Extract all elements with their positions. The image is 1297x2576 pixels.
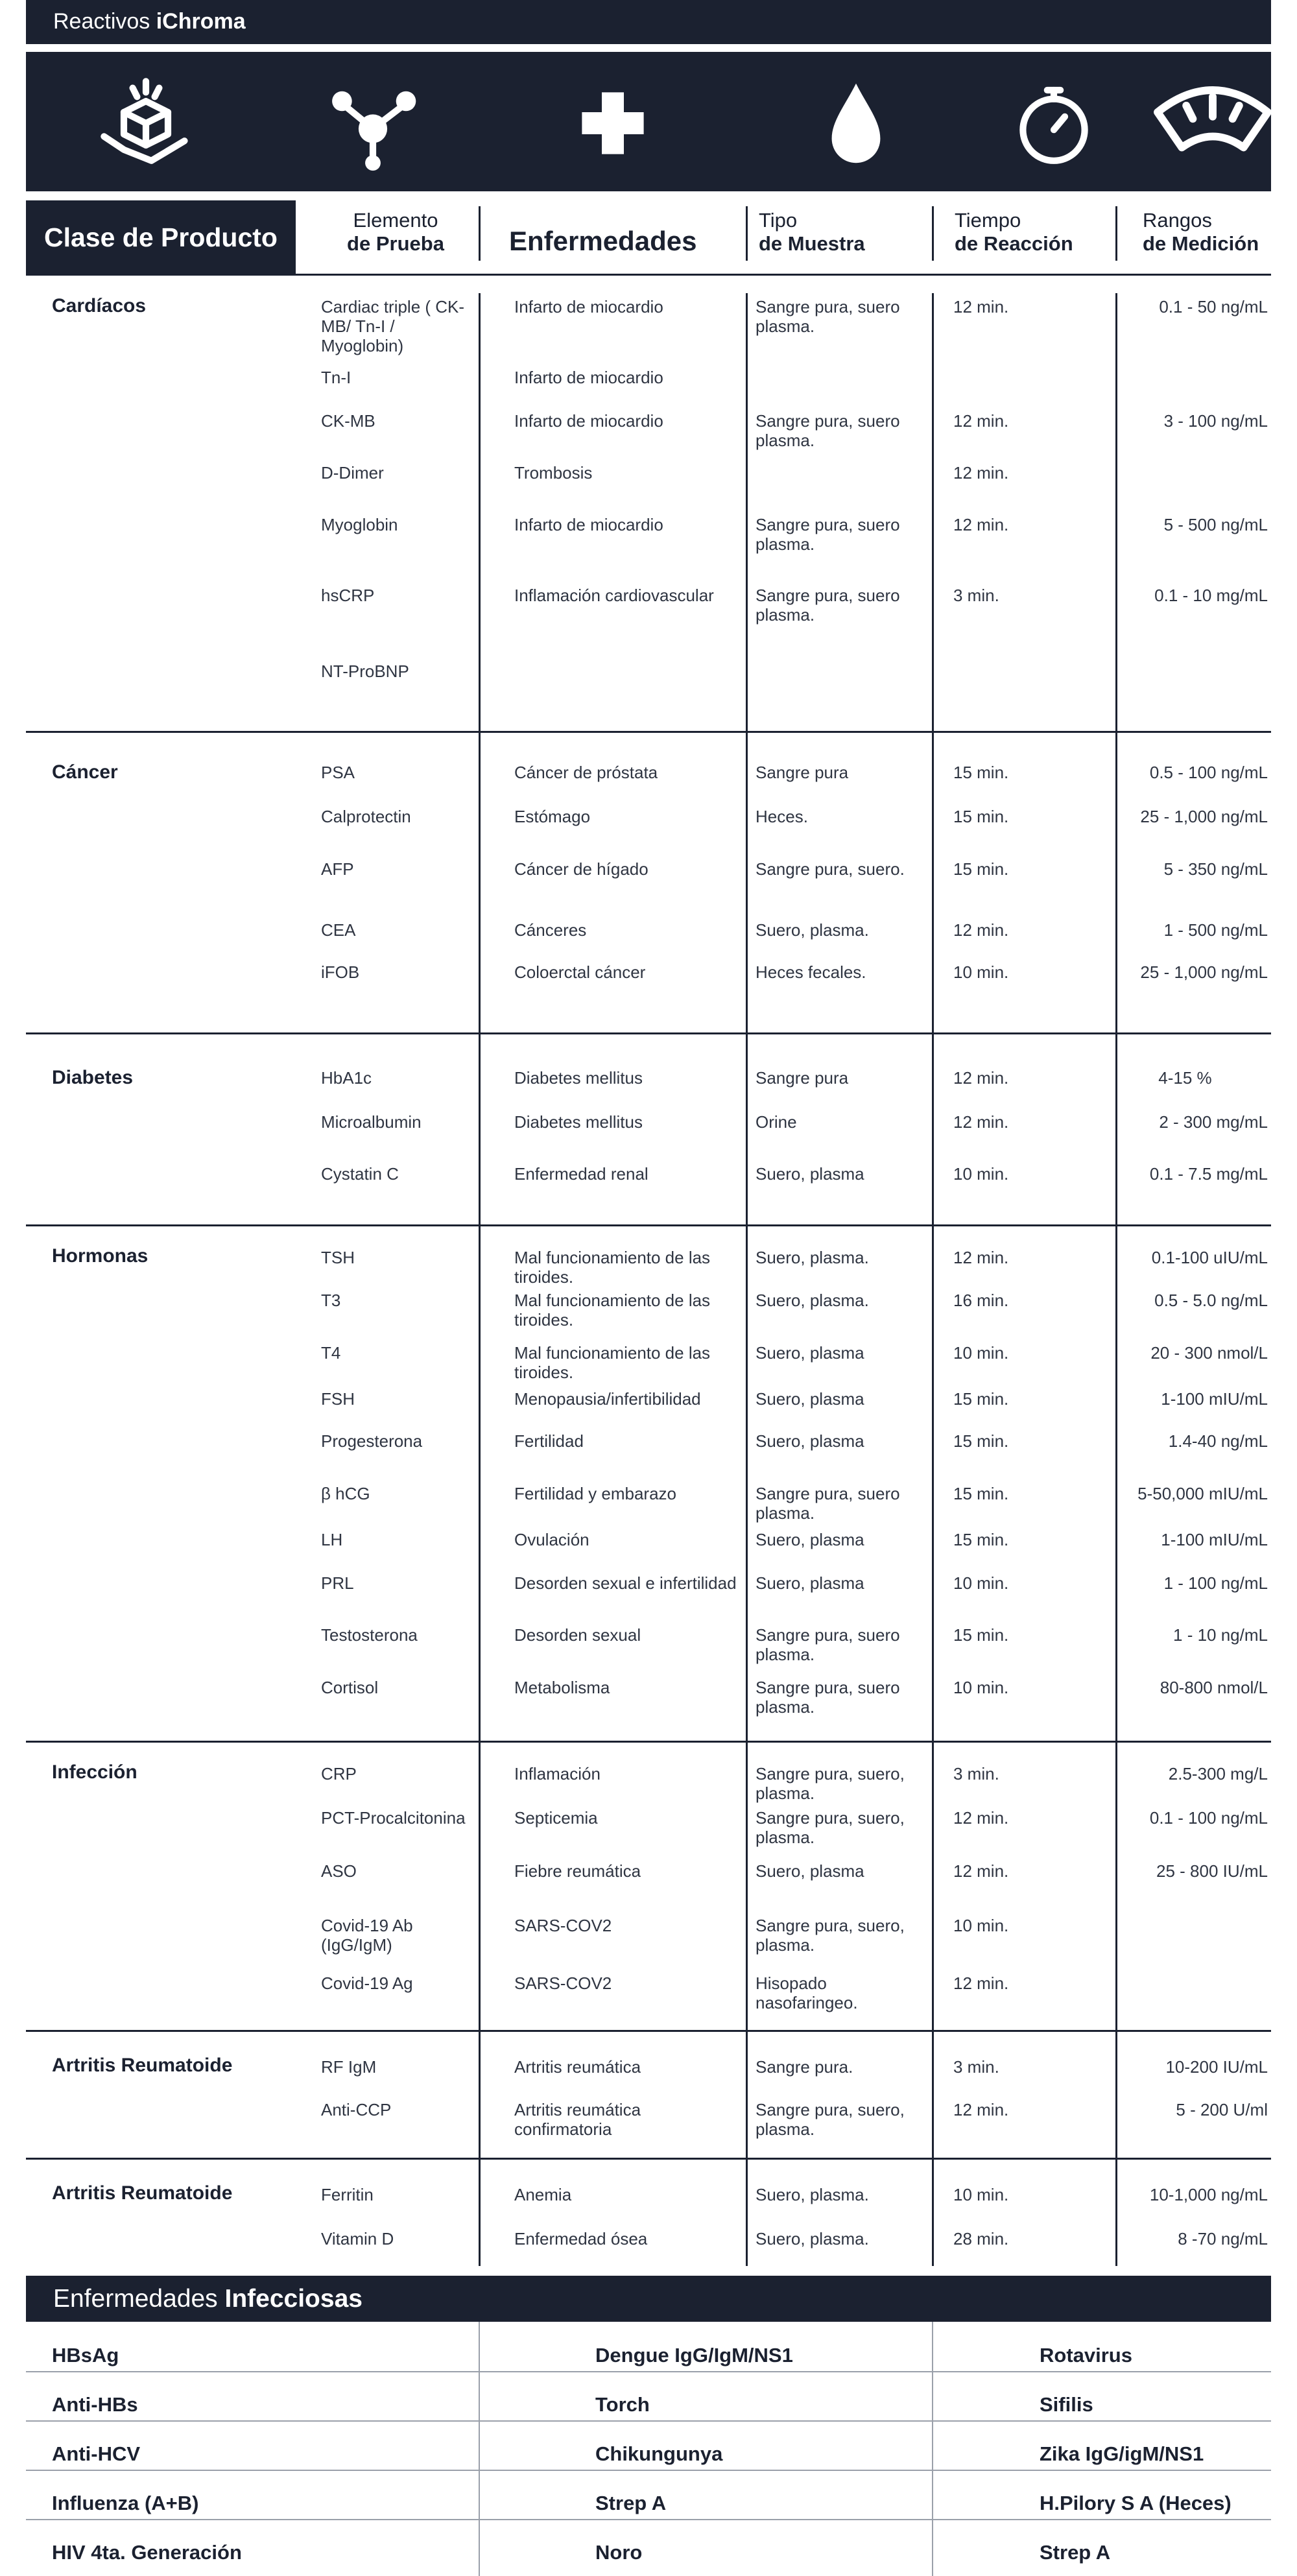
table-cell-disease: Trombosis [514, 463, 593, 483]
table-cell-range: 5 - 350 ng/mL [1163, 859, 1268, 879]
section-divider [26, 1741, 1271, 1743]
table-cell-disease: Cánceres [514, 920, 587, 940]
table-cell-disease: Desorden sexual e infertilidad [514, 1573, 737, 1593]
table-cell-test: Ferritin [321, 2185, 374, 2204]
table-cell-range: 5 - 200 U/ml [1176, 2100, 1268, 2119]
infectious-disease-item: Influenza (A+B) [52, 2492, 199, 2514]
table-cell-range: 80-800 nmol/L [1160, 1678, 1268, 1697]
table-cell-test: D-Dimer [321, 463, 384, 483]
table-cell-sample: Sangre pura, suero plasma. [756, 515, 900, 554]
infectious-row-divider [26, 2519, 1271, 2520]
category-label: Cardíacos [52, 295, 147, 316]
table-cell-time: 12 min. [953, 1808, 1009, 1828]
table-cell-test: Progesterona [321, 1431, 423, 1451]
table-cell-test: Tn-I [321, 368, 351, 387]
table-cell-test: T4 [321, 1343, 341, 1363]
table-cell-disease: Inflamación [514, 1764, 601, 1783]
table-cell-disease: Metabolisma [514, 1678, 610, 1697]
category-label: Artritis Reumatoide [52, 2055, 233, 2076]
table-cell-sample: Sangre pura, suero plasma. [756, 297, 900, 336]
table-cell-range: 4-15 % [1158, 1068, 1212, 1088]
table-cell-sample: Sangre pura, suero plasma. [756, 586, 900, 625]
product-box-hand-icon [91, 68, 201, 178]
table-cell-time: 15 min. [953, 1484, 1009, 1503]
table-cell-time: 12 min. [953, 1974, 1009, 1993]
table-cell-time: 12 min. [953, 1068, 1009, 1088]
icon-band [26, 52, 1271, 191]
table-cell-sample: Suero, plasma. [756, 2229, 869, 2248]
table-cell-range: 2 - 300 mg/mL [1159, 1112, 1268, 1132]
stopwatch-icon [999, 68, 1109, 178]
table-cell-range: 5 - 500 ng/mL [1163, 515, 1268, 534]
table-cell-test: β hCG [321, 1484, 370, 1503]
infectious-row-divider [26, 2371, 1271, 2372]
table-cell-test: Calprotectin [321, 807, 411, 826]
table-cell-time: 16 min. [953, 1291, 1009, 1310]
infectious-disease-item: Anti-HBs [52, 2393, 138, 2416]
header-diseases: Enfermedades [509, 226, 697, 256]
table-cell-disease: Diabetes mellitus [514, 1112, 643, 1132]
table-cell-range: 8 -70 ng/mL [1178, 2229, 1268, 2248]
table-cell-sample: Sangre pura [756, 763, 849, 782]
table-cell-time: 10 min. [953, 2185, 1009, 2204]
table-cell-test: CRP [321, 1764, 357, 1783]
table-cell-disease: Estómago [514, 807, 591, 826]
table-cell-range: 0.1 - 100 ng/mL [1149, 1808, 1268, 1828]
table-cell-disease: Septicemia [514, 1808, 598, 1828]
category-label: Artritis Reumatoide [52, 2182, 233, 2204]
table-cell-range: 1 - 100 ng/mL [1163, 1573, 1268, 1593]
table-cell-time: 15 min. [953, 1389, 1009, 1409]
table-cell-time: 12 min. [953, 411, 1009, 431]
table-cell-sample: Suero, plasma [756, 1573, 864, 1593]
table-cell-test: CK-MB [321, 411, 375, 431]
table-cell-test: iFOB [321, 962, 360, 982]
table-cell-range: 1 - 500 ng/mL [1163, 920, 1268, 940]
table-cell-range: 25 - 1,000 ng/mL [1140, 962, 1268, 982]
table-cell-sample: Sangre pura, suero, plasma. [756, 1916, 905, 1955]
table-cell-range: 0.5 - 100 ng/mL [1149, 763, 1268, 782]
table-cell-sample: Sangre pura, suero plasma. [756, 1484, 900, 1523]
table-cell-test: PCT-Procalcitonina [321, 1808, 466, 1828]
table-cell-disease: Enfermedad renal [514, 1164, 648, 1184]
infectious-divider [479, 2322, 480, 2576]
table-cell-range: 5-50,000 mIU/mL [1137, 1484, 1268, 1503]
table-cell-time: 15 min. [953, 1431, 1009, 1451]
table-cell-test: PSA [321, 763, 355, 782]
table-cell-time: 12 min. [953, 1861, 1009, 1881]
header-sample: Tipo de Muestra [759, 209, 865, 255]
table-cell-time: 10 min. [953, 1343, 1009, 1363]
infectious-disease-item: Strep A [595, 2492, 667, 2514]
table-cell-disease: Coloerctal cáncer [514, 962, 646, 982]
table-cell-range: 25 - 1,000 ng/mL [1140, 807, 1268, 826]
section-divider [26, 2158, 1271, 2160]
table-cell-disease: Menopausia/infertibilidad [514, 1389, 701, 1409]
header-divider [1115, 206, 1117, 261]
table-cell-test: Vitamin D [321, 2229, 394, 2248]
table-cell-range: 1 - 10 ng/mL [1173, 1625, 1268, 1645]
category-label: Infección [52, 1761, 137, 1783]
table-cell-disease: Fertilidad [514, 1431, 584, 1451]
infectious-disease-item: HIV 4ta. Generación [52, 2541, 242, 2564]
table-cell-time: 10 min. [953, 962, 1009, 982]
table-cell-test: NT-ProBNP [321, 662, 409, 681]
table-cell-time: 15 min. [953, 763, 1009, 782]
table-cell-test: Microalbumin [321, 1112, 422, 1132]
table-cell-disease: Fiebre reumática [514, 1861, 641, 1881]
table-cell-time: 12 min. [953, 463, 1009, 483]
table-cell-disease: Mal funcionamiento de las tiroides. [514, 1248, 711, 1287]
molecule-icon [318, 68, 428, 178]
cross-icon [558, 68, 668, 178]
category-label: Diabetes [52, 1067, 134, 1088]
table-cell-sample: Suero, plasma. [756, 920, 869, 940]
column-divider [479, 293, 481, 2266]
infectious-row-divider [26, 2420, 1271, 2422]
table-cell-disease: Inflamación cardiovascular [514, 586, 714, 605]
header-underline [26, 274, 1271, 276]
table-cell-sample: Suero, plasma [756, 1530, 864, 1549]
table-cell-disease: Enfermedad ósea [514, 2229, 648, 2248]
table-cell-disease: Infarto de miocardio [514, 368, 663, 387]
header-product-class: Clase de Producto [26, 200, 296, 274]
table-cell-test: Testosterona [321, 1625, 418, 1645]
table-cell-test: PRL [321, 1573, 354, 1593]
table-cell-test: T3 [321, 1291, 341, 1310]
table-cell-test: Cystatin C [321, 1164, 399, 1184]
table-cell-time: 28 min. [953, 2229, 1009, 2248]
table-cell-sample: Sangre pura, suero plasma. [756, 1678, 900, 1717]
table-cell-sample: Suero, plasma. [756, 2185, 869, 2204]
column-divider [932, 293, 934, 2266]
column-divider [746, 293, 748, 2266]
table-cell-range: 20 - 300 nmol/L [1150, 1343, 1268, 1363]
table-cell-disease: Desorden sexual [514, 1625, 641, 1645]
infectious-disease-item: H.Pilory S A (Heces) [1040, 2492, 1232, 2514]
infectious-divider [932, 2322, 933, 2576]
table-cell-sample: Sangre pura, suero. [756, 859, 905, 879]
infectious-disease-item: Zika IgG/igM/NS1 [1040, 2442, 1204, 2465]
table-cell-time: 3 min. [953, 1764, 999, 1783]
infectious-disease-item: Torch [595, 2393, 650, 2416]
header-divider [479, 206, 481, 261]
table-cell-time: 15 min. [953, 1530, 1009, 1549]
infectious-disease-item: Sifilis [1040, 2393, 1093, 2416]
table-cell-sample: Orine [756, 1112, 797, 1132]
table-cell-time: 12 min. [953, 920, 1009, 940]
table-cell-sample: Suero, plasma [756, 1389, 864, 1409]
table-cell-sample: Sangre pura, suero, plasma. [756, 2100, 905, 2139]
header-divider [932, 206, 934, 261]
infectious-disease-item: Strep A [1040, 2541, 1111, 2564]
table-cell-time: 15 min. [953, 859, 1009, 879]
table-cell-disease: SARS-COV2 [514, 1974, 612, 1993]
page-title: Reactivos iChroma [53, 9, 246, 34]
table-cell-test: CEA [321, 920, 356, 940]
header-time: Tiempo de Reacción [955, 209, 1073, 255]
table-cell-test: Cardiac triple ( CK-MB/ Tn-I / Myoglobin) [321, 297, 465, 355]
infectious-disease-item: Rotavirus [1040, 2344, 1132, 2367]
table-cell-test: Cortisol [321, 1678, 379, 1697]
table-cell-range: 0.5 - 5.0 ng/mL [1154, 1291, 1268, 1310]
infectious-title: Enfermedades Infecciosas [53, 2285, 363, 2313]
table-cell-disease: Artritis reumática [514, 2057, 641, 2077]
gauge-icon [1145, 68, 1281, 178]
infectious-row-divider [26, 2470, 1271, 2471]
table-cell-sample: Sangre pura [756, 1068, 849, 1088]
table-cell-sample: Sangre pura, suero, plasma. [756, 1808, 905, 1847]
table-cell-sample: Heces. [756, 807, 808, 826]
table-cell-time: 12 min. [953, 2100, 1009, 2119]
table-cell-disease: Anemia [514, 2185, 572, 2204]
table-cell-range: 2.5-300 mg/L [1168, 1764, 1268, 1783]
table-cell-disease: Ovulación [514, 1530, 589, 1549]
table-cell-range: 10-1,000 ng/mL [1149, 2185, 1268, 2204]
table-cell-sample: Suero, plasma [756, 1431, 864, 1451]
table-cell-sample: Suero, plasma. [756, 1248, 869, 1267]
table-cell-test: FSH [321, 1389, 355, 1409]
table-cell-range: 3 - 100 ng/mL [1163, 411, 1268, 431]
table-cell-sample: Heces fecales. [756, 962, 866, 982]
table-cell-test: hsCRP [321, 586, 375, 605]
table-cell-time: 12 min. [953, 515, 1009, 534]
table-cell-sample: Sangre pura, suero plasma. [756, 411, 900, 450]
table-cell-test: Myoglobin [321, 515, 398, 534]
infectious-disease-item: Dengue IgG/IgM/NS1 [595, 2344, 793, 2367]
table-cell-time: 10 min. [953, 1916, 1009, 1935]
table-cell-time: 10 min. [953, 1678, 1009, 1697]
table-cell-test: HbA1c [321, 1068, 372, 1088]
table-cell-test: Covid-19 Ag [321, 1974, 413, 1993]
table-cell-range: 1-100 mIU/mL [1161, 1530, 1268, 1549]
table-cell-disease: Cáncer de próstata [514, 763, 658, 782]
table-cell-disease: Infarto de miocardio [514, 411, 663, 431]
category-label: Hormonas [52, 1245, 149, 1267]
header-test: Elemento de Prueba [347, 209, 444, 255]
table-cell-test: TSH [321, 1248, 355, 1267]
table-cell-time: 12 min. [953, 1248, 1009, 1267]
table-cell-disease: Artritis reumática confirmatoria [514, 2100, 641, 2139]
table-cell-range: 10-200 IU/mL [1165, 2057, 1268, 2077]
category-label: Cáncer [52, 761, 118, 783]
table-cell-time: 10 min. [953, 1573, 1009, 1593]
table-cell-time: 12 min. [953, 297, 1009, 316]
infectious-disease-item: Anti-HCV [52, 2442, 141, 2465]
table-cell-sample: Hisopado nasofaringeo. [756, 1974, 858, 2012]
table-cell-range: 0.1 - 50 ng/mL [1159, 297, 1268, 316]
table-cell-test: LH [321, 1530, 343, 1549]
header-range: Rangos de Medición [1143, 209, 1259, 255]
table-cell-test: ASO [321, 1861, 357, 1881]
infectious-disease-item: HBsAg [52, 2344, 119, 2367]
table-cell-sample: Sangre pura, suero plasma. [756, 1625, 900, 1664]
table-cell-time: 15 min. [953, 1625, 1009, 1645]
table-cell-time: 10 min. [953, 1164, 1009, 1184]
section-divider [26, 1224, 1271, 1226]
table-cell-sample: Suero, plasma [756, 1343, 864, 1363]
table-cell-sample: Suero, plasma [756, 1861, 864, 1881]
table-cell-range: 0.1 - 10 mg/mL [1154, 586, 1268, 605]
table-cell-range: 0.1-100 uIU/mL [1151, 1248, 1268, 1267]
table-cell-disease: Infarto de miocardio [514, 515, 663, 534]
table-cell-disease: Diabetes mellitus [514, 1068, 643, 1088]
table-cell-range: 1.4-40 ng/mL [1168, 1431, 1268, 1451]
table-cell-time: 3 min. [953, 586, 999, 605]
title-bar [26, 0, 1271, 44]
table-cell-sample: Suero, plasma [756, 1164, 864, 1184]
table-cell-time: 15 min. [953, 807, 1009, 826]
table-cell-disease: Fertilidad y embarazo [514, 1484, 676, 1503]
table-cell-range: 25 - 800 IU/mL [1156, 1861, 1268, 1881]
table-cell-range: 1-100 mIU/mL [1161, 1389, 1268, 1409]
table-cell-test: RF IgM [321, 2057, 377, 2077]
table-cell-sample: Sangre pura, suero, plasma. [756, 1764, 905, 1803]
infectious-disease-item: Noro [595, 2541, 643, 2564]
table-cell-disease: Infarto de miocardio [514, 297, 663, 316]
table-cell-time: 12 min. [953, 1112, 1009, 1132]
table-cell-time: 3 min. [953, 2057, 999, 2077]
infectious-disease-item: Chikungunya [595, 2442, 723, 2465]
infectious-bar [26, 2276, 1271, 2322]
table-cell-disease: Mal funcionamiento de las tiroides. [514, 1343, 711, 1382]
table-cell-disease: Cáncer de hígado [514, 859, 648, 879]
table-cell-test: AFP [321, 859, 354, 879]
section-divider [26, 2030, 1271, 2032]
drop-icon [801, 68, 911, 178]
table-cell-disease: SARS-COV2 [514, 1916, 612, 1935]
table-cell-test: Covid-19 Ab (IgG/IgM) [321, 1916, 413, 1955]
header-divider [746, 206, 748, 261]
table-cell-sample: Suero, plasma. [756, 1291, 869, 1310]
table-cell-range: 0.1 - 7.5 mg/mL [1149, 1164, 1268, 1184]
section-divider [26, 1032, 1271, 1034]
table-cell-test: Anti-CCP [321, 2100, 392, 2119]
table-cell-sample: Sangre pura. [756, 2057, 853, 2077]
section-divider [26, 731, 1271, 733]
table-cell-disease: Mal funcionamiento de las tiroides. [514, 1291, 711, 1330]
